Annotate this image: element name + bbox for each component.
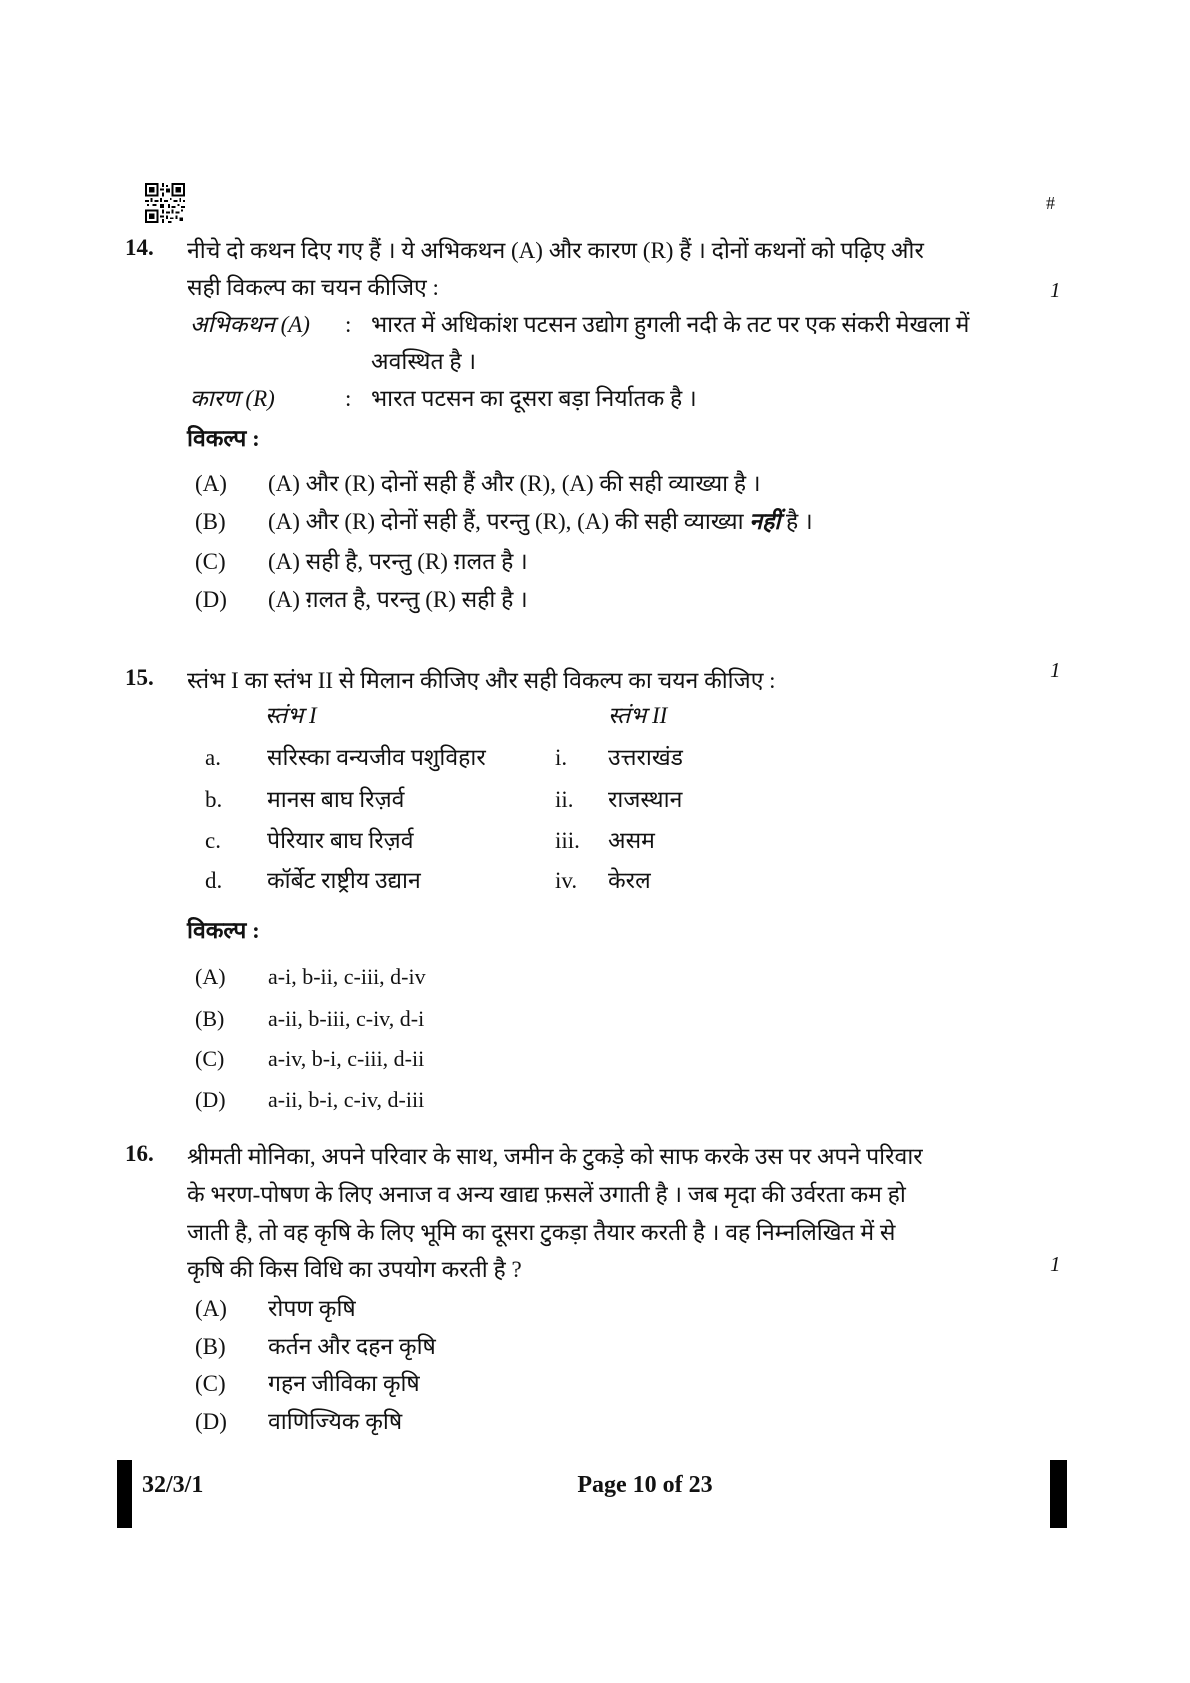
q14-option-b-text (268, 506, 813, 538)
q16-option-a (195, 1293, 356, 1325)
q14-assertion-text-line1: भारत में अधिकांश पटसन उद्योग हुगली नदी के तट पर एक संकरी मेखला में (371, 312, 970, 337)
q15-option-d-label: (D) (195, 1087, 226, 1112)
q14-option-a (195, 468, 761, 500)
q15-option-b-text: a-ii, b-iii, c-iv, d-i (268, 1006, 425, 1031)
q15-option-a-text: a-i, b-ii, c-iii, d-iv (268, 964, 426, 989)
q15-row-c-state: असम (608, 828, 655, 853)
q14-option-a-text: (A) और (R) दोनों सही हैं और (R), (A) की सही व्याख्या है । (268, 471, 761, 496)
q15-options-heading: विकल्प : (187, 918, 260, 943)
q16-line2: के भरण-पोषण के लिए अनाज व अन्य खाद्य फ़सलें उगाती है । जब मृदा की उर्वरता कम हो (187, 1182, 906, 1207)
q14-option-b-label: (B) (195, 509, 226, 534)
q15-option-a-label: (A) (195, 964, 226, 989)
q16-option-d-label: (D) (195, 1409, 227, 1434)
q14-option-c-label: (C) (195, 549, 226, 574)
q16-option-a-label: (A) (195, 1296, 227, 1321)
q14-assertion-colon: : (345, 312, 352, 337)
q15-option-a (195, 961, 426, 993)
q15-match-row-b (205, 784, 682, 816)
q15-row-c-roman: iii. (555, 828, 580, 853)
q15-row-b-item: मानस बाघ रिज़र्व (267, 787, 405, 812)
q15-row-a-state: उत्तराखंड (608, 745, 683, 770)
q16-line1: श्रीमती मोनिका, अपने परिवार के साथ, जमीन के टुकड़े को साफ करके उस पर अपने परिवार (187, 1144, 923, 1169)
q15-row-b-state: राजस्थान (608, 787, 683, 812)
q15-option-d-text: a-ii, b-i, c-iv, d-iii (268, 1087, 425, 1112)
q15-marks: 1 (1050, 658, 1061, 682)
q14-marks: 1 (1050, 278, 1061, 302)
q14-option-d-label: (D) (195, 587, 227, 612)
q15-row-b-letter: b. (205, 787, 223, 812)
q14-reason-label: कारण (R) (190, 386, 275, 411)
qr-code (145, 183, 185, 223)
q16-option-b-text: कर्तन और दहन कृषि (268, 1334, 436, 1359)
q14-option-b-text-pre: (A) और (R) दोनों सही हैं, परन्तु (R), (A) की सही व्याख्या (268, 509, 750, 534)
q15-option-c-text: a-iv, b-i, c-iii, d-ii (268, 1046, 425, 1071)
q14-option-b-text-emph: नहीं (749, 509, 781, 534)
q14-number: 14. (125, 235, 154, 260)
q15-stem: स्तंभ I का स्तंभ II से मिलान कीजिए और सही विकल्प का चयन कीजिए : (187, 668, 776, 693)
q14-assertion-text-line2: अवस्थित है । (371, 349, 477, 374)
q14-option-b-text-post: है । (780, 509, 813, 534)
footer-page-label: Page 10 of 23 (577, 1472, 713, 1498)
q15-match-row-a (205, 742, 683, 774)
q14-stem-line1: नीचे दो कथन दिए गए हैं । ये अभिकथन (A) और कारण (R) हैं । दोनों कथनों को पढ़िए और (187, 238, 924, 263)
q14-assertion-label: अभिकथन (A) (190, 312, 310, 337)
q15-row-a-letter: a. (205, 745, 221, 770)
q16-marks: 1 (1050, 1252, 1061, 1276)
q16-option-d (195, 1406, 402, 1438)
q14-option-d-text: (A) ग़लत है, परन्तु (R) सही है । (268, 587, 528, 612)
q15-option-c-label: (C) (195, 1046, 225, 1071)
q14-option-c-text: (A) सही है, परन्तु (R) ग़लत है । (268, 549, 528, 574)
q16-option-d-text: वाणिज्यिक कृषि (268, 1409, 403, 1434)
q15-option-c (195, 1043, 424, 1075)
q15-column1-header: स्तंभ I (265, 703, 317, 728)
q14-option-a-label: (A) (195, 471, 227, 496)
q16-option-c-text: गहन जीविका कृषि (268, 1371, 420, 1396)
q15-option-b (195, 1003, 424, 1035)
q14-reason-colon: : (345, 386, 352, 411)
q16-option-a-text: रोपण कृषि (268, 1296, 356, 1321)
q16-option-b (195, 1331, 436, 1363)
q15-row-a-roman: i. (555, 745, 568, 770)
qr-code-image (145, 183, 185, 223)
q14-option-c (195, 546, 528, 578)
q14-stem-line2: सही विकल्प का चयन कीजिए : (187, 275, 439, 300)
corner-hash: # (1046, 193, 1055, 213)
q15-match-row-c (205, 825, 655, 857)
q14-option-b (195, 506, 813, 538)
q15-row-d-letter: d. (205, 868, 223, 893)
q16-line3: जाती है, तो वह कृषि के लिए भूमि का दूसरा टुकड़ा तैयार करती है । वह निम्नलिखित में से (187, 1220, 896, 1245)
q15-number: 15. (125, 665, 154, 690)
q15-row-c-letter: c. (205, 828, 221, 853)
q16-number: 16. (125, 1141, 154, 1166)
q16-option-b-label: (B) (195, 1334, 226, 1359)
q16-option-c-label: (C) (195, 1371, 226, 1396)
q14-option-d (195, 584, 528, 616)
q14-options-heading: विकल्प : (187, 426, 260, 451)
q15-row-d-state: केरल (608, 868, 651, 893)
footer-left-bar (117, 1460, 132, 1528)
q15-row-a-item: सरिस्का वन्यजीव पशुविहार (267, 745, 486, 770)
q16-option-c (195, 1368, 420, 1400)
q16-line4: कृषि की किस विधि का उपयोग करती है ? (187, 1257, 522, 1282)
q15-row-d-item: कॉर्बेट राष्ट्रीय उद्यान (267, 868, 421, 893)
footer-right-bar (1050, 1460, 1067, 1528)
q15-column2-header: स्तंभ II (608, 703, 668, 728)
q15-row-c-item: पेरियार बाघ रिज़र्व (267, 828, 414, 853)
q15-match-row-d (205, 865, 651, 897)
q15-option-b-label: (B) (195, 1006, 225, 1031)
q15-row-d-roman: iv. (555, 868, 578, 893)
q14-reason-text: भारत पटसन का दूसरा बड़ा निर्यातक है । (371, 386, 697, 411)
footer-paper-code: 32/3/1 (142, 1472, 204, 1498)
q15-row-b-roman: ii. (555, 787, 574, 812)
q15-option-d (195, 1084, 424, 1116)
